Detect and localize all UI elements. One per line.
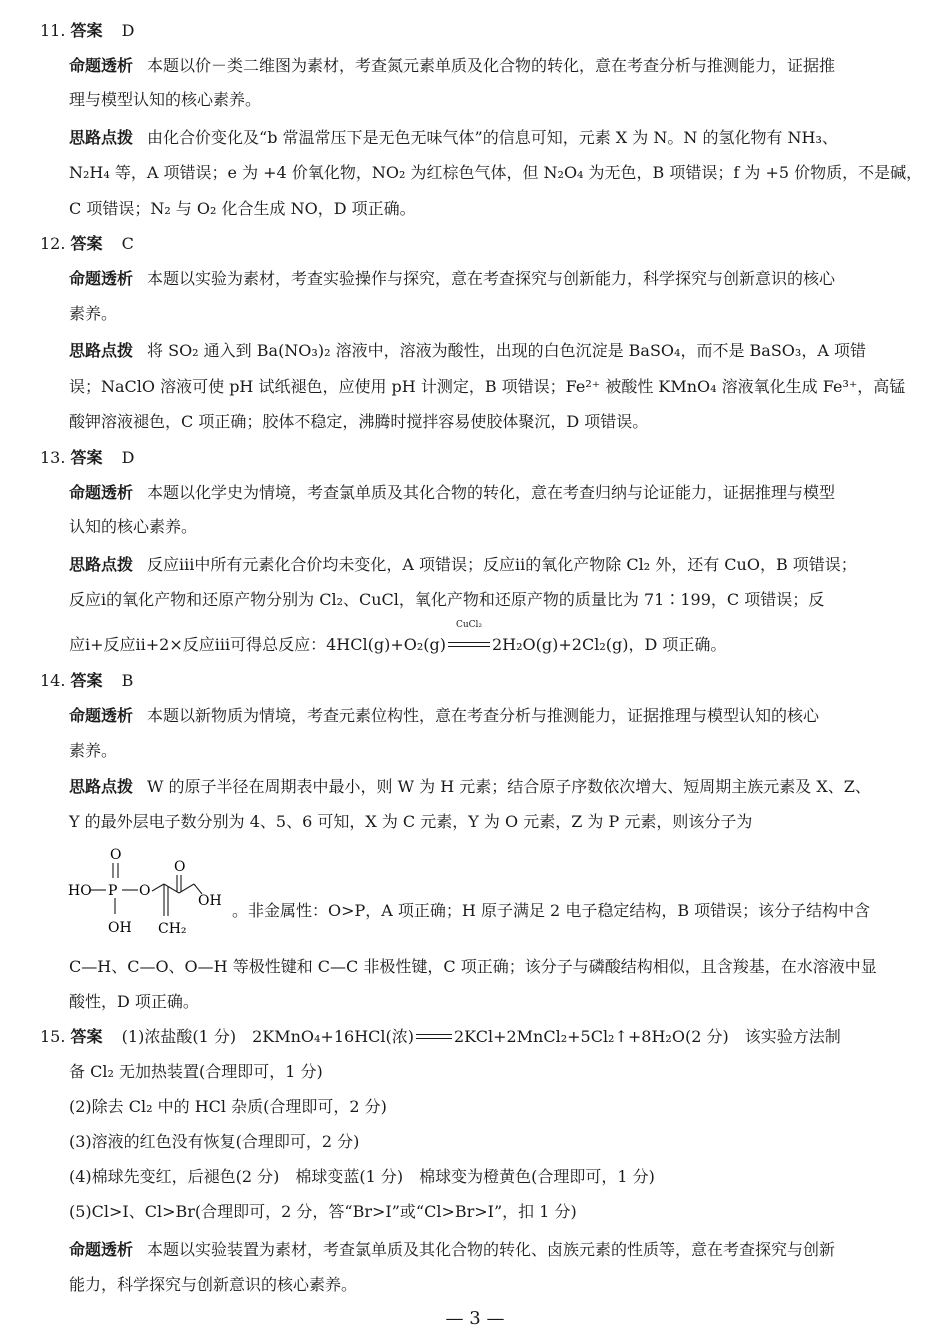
q13-answer-label: 答案: [70, 448, 103, 467]
q12-number: 12.: [40, 234, 66, 253]
q15-eq-arrow: [414, 1026, 454, 1048]
q13-answer: D: [121, 448, 135, 467]
q14-sl-line-2: Y 的最外层电子数分别为 4、5、6 可知，X 为 C 元素，Y 为 O 元素，Z 为 P 元素，则该分子为: [69, 812, 753, 831]
q13-sl-label: 思路点拨: [69, 555, 134, 574]
struct-o-bridge: O: [139, 883, 151, 899]
q14-sl-after-structure: 。非金属性：O>P，A 项正确；H 原子满足 2 电子稳定结构，B 项错误；该分子结构中含: [232, 901, 871, 920]
q13-eq-catalyst: CuCl₂: [455, 620, 483, 630]
q14-answer: B: [121, 671, 134, 690]
q14-sl-line-1: 思路点拨 W 的原子半径在周期表中最小，则 W 为 H 元素；结合原子序数依次增大、短周期主族元素及 X、Z、: [69, 777, 871, 796]
q15-mt-line-1: 命题透析 本题以实验装置为素材，考查氯单质及其化合物的转化、卤族元素的性质等，意在考查探究与创新: [69, 1240, 836, 1259]
q12-mt-line-1: 命题透析 本题以实验为素材，考查实验操作与探究，意在考查探究与创新能力，科学探究与创新意识的核心: [69, 269, 836, 288]
q15-ans-line-6: (5)Cl>I、Cl>Br(合理即可，2 分，答“Br>I”或“Cl>Br>I”，扣 1 分): [69, 1202, 577, 1221]
struct-oh-right: OH: [198, 893, 222, 909]
q15-mt-line-2: 能力，科学探究与创新意识的核心素养。: [69, 1275, 358, 1294]
q15-number: 15.: [40, 1027, 66, 1046]
q12-sl-label: 思路点拨: [69, 341, 134, 360]
q14-structural-formula: [66, 842, 236, 942]
q14-sl-label: 思路点拨: [69, 777, 134, 796]
q15-ans-line-5: (4)棉球先变红，后褪色(2 分) 棉球变蓝(1 分) 棉球变为橙黄色(合理即可，1 分): [69, 1167, 655, 1186]
q14-mt-line-2: 素养。: [69, 741, 118, 760]
page-number: — 3 —: [445, 1308, 505, 1329]
struct-o-top: O: [110, 847, 122, 863]
q12-mt-line-2: 素养。: [69, 304, 118, 323]
q15-answer-label: 答案: [70, 1027, 103, 1046]
q12-sl-line-3: 酸钾溶液褪色，C 项正确；胶体不稳定，沸腾时搅拌容易使胶体聚沉，D 项错误。: [69, 412, 649, 431]
q15-header: [40, 1026, 841, 1048]
q13-sl-equation-line: [69, 620, 914, 656]
q11-mt-line-1: 命题透析 本题以价－类二维图为素材，考查氮元素单质及化合物的转化，意在考查分析与推测能力，证据推: [69, 56, 836, 75]
q15-ans-line-4: (3)溶液的红色没有恢复(合理即可，2 分): [69, 1132, 360, 1151]
struct-oh-bottom: OH: [108, 920, 132, 936]
q11-mt-label: 命题透析: [69, 56, 134, 75]
q12-header: [40, 233, 134, 255]
q14-mt-line-1: 命题透析 本题以新物质为情境，考查元素位构性，意在考查分析与推测能力，证据推理与模型认知的核心: [69, 706, 820, 725]
q11-answer: D: [121, 21, 135, 40]
q14-sl-line-4: 酸性，D 项正确。: [69, 992, 199, 1011]
struct-ho: HO: [68, 883, 92, 899]
q11-mt-line-2: 理与模型认知的核心素养。: [69, 90, 262, 109]
q11-answer-label: 答案: [70, 21, 103, 40]
q15-ans-line-3: (2)除去 Cl₂ 中的 HCl 杂质(合理即可，2 分): [69, 1097, 387, 1116]
q15-mt-label: 命题透析: [69, 1240, 134, 1259]
q12-answer-label: 答案: [70, 234, 103, 253]
q13-eq-reactants: 应ⅰ+反应ⅱ+2×反应ⅲ可得总反应：4HCl(g)+O₂(g): [69, 635, 446, 654]
q13-sl-line-2: 反应ⅰ的氧化产物和还原产物分别为 Cl₂、CuCl，氧化产物和还原产物的质量比为 71∶199，C 项错误；反: [69, 590, 825, 609]
q11-number: 11.: [40, 21, 66, 40]
q15-ans-line-1-pre: (1)浓盐酸(1 分) 2KMnO₄+16HCl(浓): [121, 1027, 414, 1046]
struct-ch2: CH₂: [158, 921, 187, 937]
q11-sl-label: 思路点拨: [69, 128, 134, 147]
q14-answer-label: 答案: [70, 671, 103, 690]
q13-sl-line-1: 思路点拨 反应ⅲ中所有元素化合价均未变化，A 项错误；反应ⅱ的氧化产物除 Cl₂ 外，还有 CuO，B 项错误；: [69, 555, 857, 574]
q13-eq-products: 2H₂O(g)+2Cl₂(g)，D 项正确。: [492, 635, 727, 654]
q11-sl-line-3: C 项错误；N₂ 与 O₂ 化合生成 NO，D 项正确。: [69, 199, 416, 218]
q13-eq-arrow: [446, 620, 492, 656]
q13-header: [40, 447, 134, 469]
q11-header: [40, 20, 134, 42]
struct-p: P: [108, 883, 118, 899]
q13-mt-line-1: 命题透析 本题以化学史为情境，考查氯单质及其化合物的转化，意在考查归纳与论证能力，证据推理与模型: [69, 483, 836, 502]
q12-mt-label: 命题透析: [69, 269, 134, 288]
q14-header: [40, 670, 133, 692]
struct-o-carbonyl: O: [174, 859, 186, 875]
q12-sl-line-1: 思路点拨 将 SO₂ 通入到 Ba(NO₃)₂ 溶液中，溶液为酸性，出现的白色沉淀是 BaSO₄，而不是 BaSO₃，A 项错: [69, 341, 866, 360]
q14-number: 14.: [40, 671, 66, 690]
q14-mt-label: 命题透析: [69, 706, 134, 725]
q12-answer: C: [121, 234, 134, 253]
q13-mt-line-2: 认知的核心素养。: [69, 517, 198, 536]
q15-ans-line-1-post: 2KCl+2MnCl₂+5Cl₂↑+8H₂O(2 分) 该实验方法制: [454, 1027, 841, 1046]
q14-sl-line-3: C—H、C—O、O—H 等极性键和 C—C 非极性键，C 项正确；该分子与磷酸结构相似，且含羧基，在水溶液中显: [69, 957, 877, 976]
q11-sl-line-2: N₂H₄ 等，A 项错误；e 为 +4 价氧化物，NO₂ 为红棕色气体，但 N₂O₄ 为无色，B 项错误；f 为 +5 价物质，不是碱，: [69, 163, 923, 182]
q13-mt-label: 命题透析: [69, 483, 134, 502]
q15-ans-line-2: 备 Cl₂ 无加热装置(合理即可，1 分): [69, 1062, 323, 1081]
q11-sl-line-1: 思路点拨 由化合价变化及“b 常温常压下是无色无味气体”的信息可知，元素 X 为 N。N 的氢化物有 NH₃、: [69, 128, 838, 147]
q12-sl-line-2: 误；NaClO 溶液可使 pH 试纸褪色，应使用 pH 计测定，B 项错误；Fe²⁺ 被酸性 KMnO₄ 溶液氧化生成 Fe³⁺，高锰: [69, 377, 906, 396]
q13-number: 13.: [40, 448, 66, 467]
